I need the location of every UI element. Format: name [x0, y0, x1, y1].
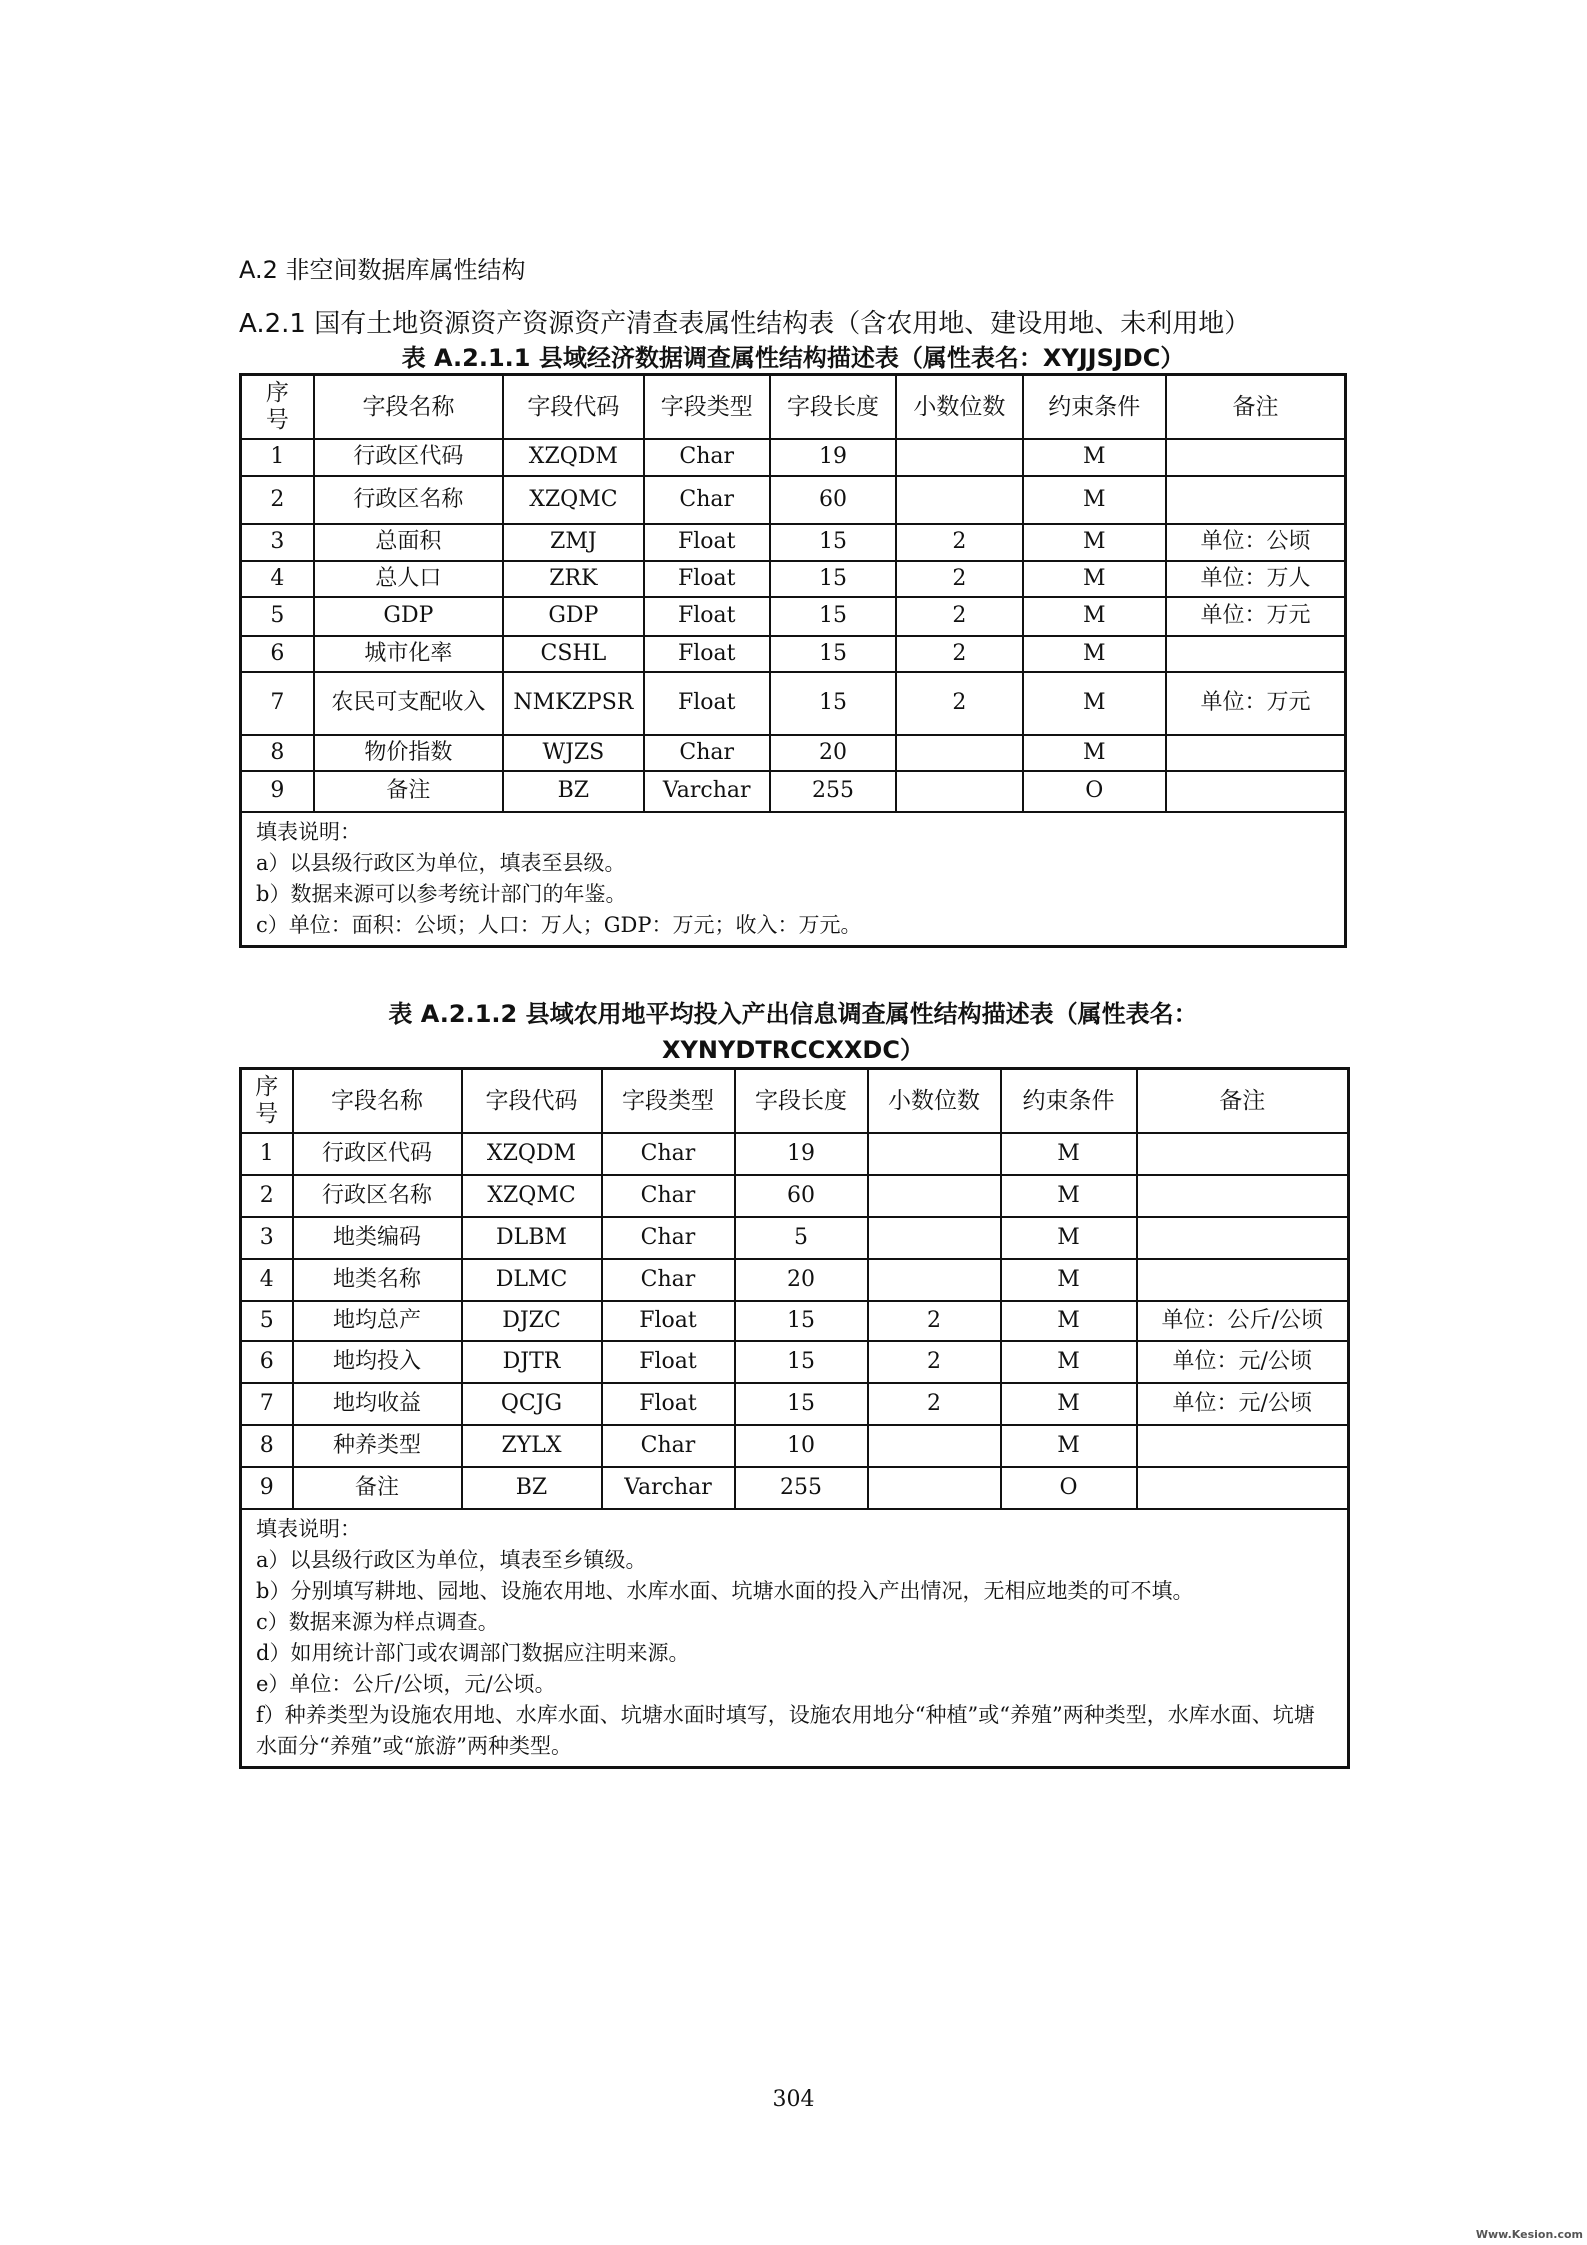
table-cell [1137, 1425, 1349, 1467]
table-cell [1137, 1175, 1349, 1217]
table-cell: M [1023, 524, 1166, 561]
table2-caption-line: 表 A.2.1.2 县域农用地平均投入产出信息调查属性结构描述表（属性表名： [388, 1000, 1198, 1028]
table-cell: GDP [503, 597, 643, 636]
notes-line: a）以县级行政区为单位，填表至县级。 [256, 850, 626, 875]
table-cell: 15 [735, 1383, 868, 1425]
table-cell [896, 439, 1022, 476]
table-cell: 15 [735, 1341, 868, 1383]
table-cell: 19 [735, 1133, 868, 1175]
table-row [241, 735, 1346, 771]
table-cell [1166, 439, 1346, 476]
table-row [241, 1175, 1349, 1217]
table-cell: DLMC [462, 1259, 602, 1301]
notes-line: 填表说明： [256, 819, 361, 844]
table-cell: 8 [241, 735, 314, 771]
table-cell: M [1023, 735, 1166, 771]
table-cell: O [1023, 771, 1166, 812]
table-cell: 备注 [293, 1467, 462, 1509]
table-cell: M [1001, 1341, 1137, 1383]
table1 [239, 373, 1347, 948]
table1-header-cell: 序号 [241, 375, 314, 439]
table-cell: 城市化率 [314, 636, 504, 672]
table-cell [1166, 476, 1346, 524]
table-cell [868, 1425, 1001, 1467]
table-cell: BZ [462, 1467, 602, 1509]
table-cell: 2 [868, 1301, 1001, 1341]
table2-header-cell: 约束条件 [1001, 1069, 1137, 1133]
table2 [239, 1067, 1350, 1769]
table2-header-cell: 字段长度 [735, 1069, 868, 1133]
table-cell: 7 [241, 1383, 293, 1425]
notes-line: c）数据来源为样点调查。 [256, 1609, 499, 1634]
table-cell: 15 [735, 1301, 868, 1341]
table-cell: 5 [241, 1301, 293, 1341]
table-cell: 19 [770, 439, 896, 476]
table-cell: 9 [241, 771, 314, 812]
table1-header-cell: 字段类型 [644, 375, 770, 439]
table-cell: M [1001, 1383, 1137, 1425]
table-cell [1166, 771, 1346, 812]
notes-line: 填表说明： [256, 1516, 361, 1541]
table-cell: 单位：万元 [1166, 672, 1346, 735]
table-cell: 1 [241, 439, 314, 476]
table-cell: 2 [241, 476, 314, 524]
table-cell: 15 [770, 561, 896, 597]
table-cell: CSHL [503, 636, 643, 672]
table-cell: M [1023, 561, 1166, 597]
table2-header-cell: 字段代码 [462, 1069, 602, 1133]
table-cell: 15 [770, 524, 896, 561]
table-cell [868, 1259, 1001, 1301]
table-cell [896, 771, 1022, 812]
table-cell: 5 [241, 597, 314, 636]
table-cell [868, 1175, 1001, 1217]
table-cell: M [1001, 1175, 1137, 1217]
table2-header-cell: 备注 [1137, 1069, 1349, 1133]
notes-line: b）数据来源可以参考统计部门的年鉴。 [256, 881, 627, 906]
table-cell: DJTR [462, 1341, 602, 1383]
table-cell: 地均收益 [293, 1383, 462, 1425]
table-row [241, 636, 1346, 672]
notes-line: c）单位：面积：公顷；人口：万人；GDP：万元；收入：万元。 [256, 912, 862, 937]
table2-notes [241, 1509, 1349, 1768]
table-cell: ZRK [503, 561, 643, 597]
table-row [241, 597, 1346, 636]
table1-header-row [241, 375, 1346, 439]
table-cell: 1 [241, 1133, 293, 1175]
table-cell: 2 [868, 1341, 1001, 1383]
table-cell: DLBM [462, 1217, 602, 1259]
table-cell: 2 [896, 597, 1022, 636]
table-cell [896, 735, 1022, 771]
table-cell: M [1023, 439, 1166, 476]
table-cell: 地类编码 [293, 1217, 462, 1259]
table-cell: 行政区代码 [314, 439, 504, 476]
table-cell: 物价指数 [314, 735, 504, 771]
table-cell [1166, 735, 1346, 771]
table-cell: 农民可支配收入 [314, 672, 504, 735]
table-row [241, 1425, 1349, 1467]
table-cell [1137, 1259, 1349, 1301]
table-cell: 9 [241, 1467, 293, 1509]
table-cell: 20 [770, 735, 896, 771]
table-cell: 3 [241, 524, 314, 561]
subsection-heading: A.2.1 国有土地资源资产资源资产清查表属性结构表（含农用地、建设用地、未利用地） [239, 309, 1251, 339]
table-row [241, 1383, 1349, 1425]
table-cell: GDP [314, 597, 504, 636]
table-cell: 60 [770, 476, 896, 524]
table-cell: Char [602, 1217, 735, 1259]
table-cell: BZ [503, 771, 643, 812]
table-cell: Varchar [644, 771, 770, 812]
table1-header-cell: 字段名称 [314, 375, 504, 439]
table1-header-cell: 字段代码 [503, 375, 643, 439]
table1-header-cell: 字段长度 [770, 375, 896, 439]
table-cell: 2 [896, 524, 1022, 561]
notes-line: f）种养类型为设施农用地、水库水面、坑塘水面时填写，设施农用地分“种植”或“养殖”两种类型，水库水面、坑塘水面分“养殖”或“旅游”两种类型。 [256, 1702, 1315, 1758]
table-row [241, 672, 1346, 735]
table-cell: M [1001, 1425, 1137, 1467]
table-cell: 单位：公顷 [1166, 524, 1346, 561]
table1-header-cell: 约束条件 [1023, 375, 1166, 439]
table-cell: 备注 [314, 771, 504, 812]
table-cell: 5 [735, 1217, 868, 1259]
table-cell [868, 1133, 1001, 1175]
table-cell: M [1001, 1259, 1137, 1301]
table-cell: 255 [770, 771, 896, 812]
table-cell: 20 [735, 1259, 868, 1301]
table-cell: DJZC [462, 1301, 602, 1341]
table-cell: Float [602, 1301, 735, 1341]
table-cell: 10 [735, 1425, 868, 1467]
table-cell: M [1023, 476, 1166, 524]
table1-header-cell: 备注 [1166, 375, 1346, 439]
table-row [241, 1341, 1349, 1383]
table-row [241, 1467, 1349, 1509]
table-cell: Varchar [602, 1467, 735, 1509]
table-cell: 3 [241, 1217, 293, 1259]
table-row [241, 524, 1346, 561]
table-cell: M [1023, 672, 1166, 735]
table-cell: Float [644, 636, 770, 672]
table-cell: 种养类型 [293, 1425, 462, 1467]
table-cell: WJZS [503, 735, 643, 771]
table-cell [868, 1467, 1001, 1509]
table-cell: Float [602, 1383, 735, 1425]
page-number: 304 [772, 2087, 815, 2112]
table-row [241, 1301, 1349, 1341]
table-cell [868, 1217, 1001, 1259]
table-cell: ZMJ [503, 524, 643, 561]
table-row [241, 561, 1346, 597]
table2-caption [239, 996, 1347, 1068]
table-cell: M [1001, 1301, 1137, 1341]
notes-line: e）单位：公斤/公顷，元/公顷。 [256, 1671, 556, 1696]
table-cell: 4 [241, 1259, 293, 1301]
notes-line: d）如用统计部门或农调部门数据应注明来源。 [256, 1640, 690, 1665]
table-cell: Float [644, 561, 770, 597]
table2-caption-line: XYNYDTRCCXXDC） [662, 1036, 924, 1064]
table2-header-cell: 字段类型 [602, 1069, 735, 1133]
table-cell: XZQMC [503, 476, 643, 524]
table-cell: 8 [241, 1425, 293, 1467]
table-cell: 单位：万人 [1166, 561, 1346, 597]
table-cell: 行政区代码 [293, 1133, 462, 1175]
table-cell: M [1001, 1217, 1137, 1259]
table-cell: Char [602, 1133, 735, 1175]
table2-header-cell: 小数位数 [868, 1069, 1001, 1133]
table-cell: Float [644, 524, 770, 561]
table-row [241, 1259, 1349, 1301]
table-cell: XZQDM [503, 439, 643, 476]
table-cell: 2 [896, 672, 1022, 735]
table-cell: 6 [241, 1341, 293, 1383]
table-cell: 6 [241, 636, 314, 672]
table-cell [1137, 1467, 1349, 1509]
table1-notes-row [241, 812, 1346, 947]
table-cell: 4 [241, 561, 314, 597]
table-cell: 15 [770, 597, 896, 636]
table-cell [1137, 1217, 1349, 1259]
table-cell [1166, 636, 1346, 672]
table-cell: M [1001, 1133, 1137, 1175]
table1-header-cell: 小数位数 [896, 375, 1022, 439]
table-cell: 15 [770, 672, 896, 735]
table-cell: Float [644, 597, 770, 636]
table-cell: M [1023, 597, 1166, 636]
table-cell: 总人口 [314, 561, 504, 597]
table-row [241, 439, 1346, 476]
table-cell: 单位：元/公顷 [1137, 1341, 1349, 1383]
table-cell: Char [644, 476, 770, 524]
table-cell: 255 [735, 1467, 868, 1509]
table2-header-row [241, 1069, 1349, 1133]
table-cell: 单位：公斤/公顷 [1137, 1301, 1349, 1341]
table-cell: 2 [868, 1383, 1001, 1425]
table-row [241, 771, 1346, 812]
table-cell: Char [602, 1259, 735, 1301]
table-cell: 行政区名称 [314, 476, 504, 524]
table-cell: 7 [241, 672, 314, 735]
table-cell: 2 [896, 636, 1022, 672]
table-cell: 地均总产 [293, 1301, 462, 1341]
section-heading: A.2 非空间数据库属性结构 [239, 256, 526, 284]
table-cell: Char [644, 439, 770, 476]
table-cell: QCJG [462, 1383, 602, 1425]
table-cell: 总面积 [314, 524, 504, 561]
table-cell: 60 [735, 1175, 868, 1217]
table-cell: Char [602, 1425, 735, 1467]
table-cell [896, 476, 1022, 524]
table-cell: 2 [241, 1175, 293, 1217]
table-cell: XZQDM [462, 1133, 602, 1175]
table-cell: 单位：元/公顷 [1137, 1383, 1349, 1425]
table2-header-cell: 序号 [241, 1069, 293, 1133]
table-cell: ZYLX [462, 1425, 602, 1467]
table-cell: XZQMC [462, 1175, 602, 1217]
table-row [241, 476, 1346, 524]
table-cell: Char [602, 1175, 735, 1217]
notes-line: b）分别填写耕地、园地、设施农用地、水库水面、坑塘水面的投入产出情况，无相应地类的可不填。 [256, 1578, 1194, 1603]
table-cell [1137, 1133, 1349, 1175]
table-cell: 地均投入 [293, 1341, 462, 1383]
table2-notes-row [241, 1509, 1349, 1768]
table-cell: 15 [770, 636, 896, 672]
notes-line: a）以县级行政区为单位，填表至乡镇级。 [256, 1547, 647, 1572]
table-cell: NMKZPSR [503, 672, 643, 735]
table-cell: 地类名称 [293, 1259, 462, 1301]
table-cell: 行政区名称 [293, 1175, 462, 1217]
table-row [241, 1217, 1349, 1259]
table1-notes [241, 812, 1346, 947]
table-cell: 单位：万元 [1166, 597, 1346, 636]
table-cell: 2 [896, 561, 1022, 597]
watermark: Www.Kesion.com [1475, 2228, 1583, 2241]
table-cell: O [1001, 1467, 1137, 1509]
table-cell: Char [644, 735, 770, 771]
table2-header-cell: 字段名称 [293, 1069, 462, 1133]
table-cell: Float [644, 672, 770, 735]
table1-caption: 表 A.2.1.1 县域经济数据调查属性结构描述表（属性表名：XYJJSJDC） [401, 344, 1185, 372]
table-cell: Float [602, 1341, 735, 1383]
table-cell: M [1023, 636, 1166, 672]
table-row [241, 1133, 1349, 1175]
